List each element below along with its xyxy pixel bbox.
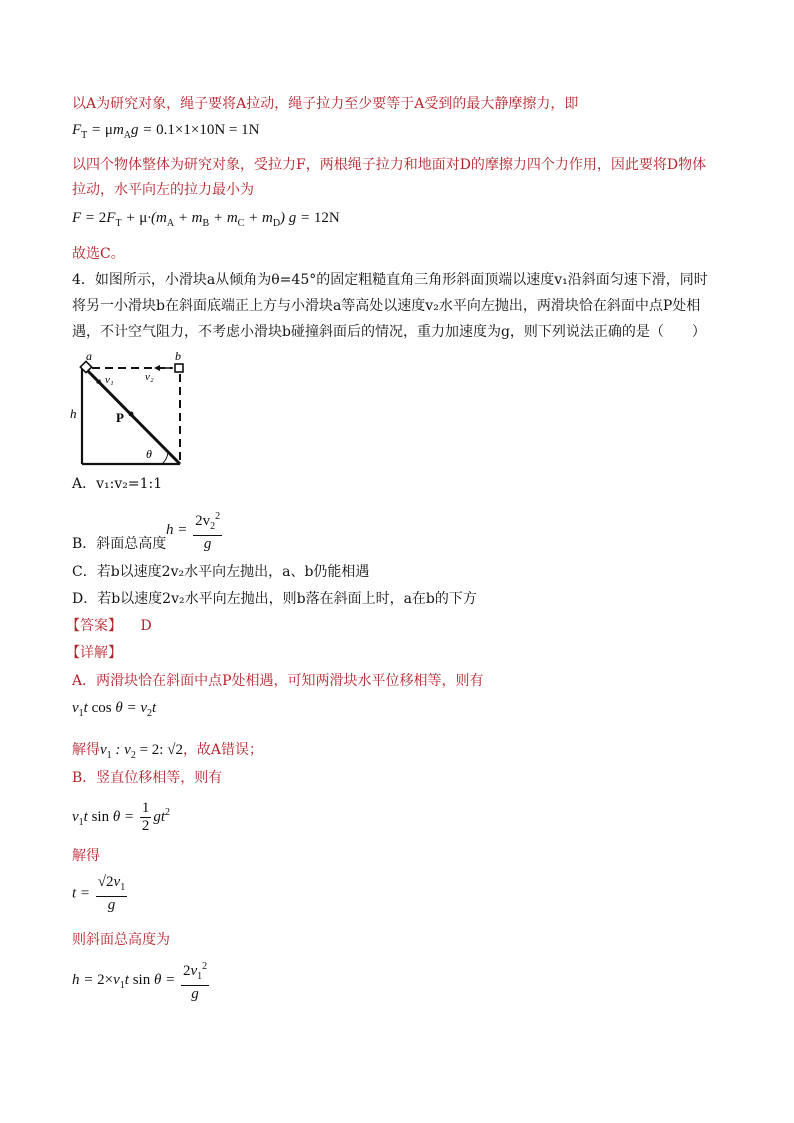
formula-total-force: $F = 2F_T + \mu\cdot(m_A + m_B + m_C + m_D) g = 12N$	[72, 210, 340, 229]
label-v1: v₁	[105, 374, 114, 386]
label-a: a	[86, 350, 92, 363]
label-b: b	[175, 350, 181, 363]
incline-figure	[62, 350, 202, 468]
label-p: P	[116, 410, 124, 425]
formula-time: t = $\frac{√2v_1}{g}$	[72, 874, 126, 913]
question-4-line-2: 将另一小滑块b在斜面底端正上方与小滑块a等高处以速度v₂水平向左抛出，两滑块恰在斜面中点P处相	[72, 298, 701, 314]
answer-label: 【答案】	[66, 618, 122, 634]
v2-arrow-head	[154, 365, 160, 371]
text-line-choose-c: 故选C。	[72, 246, 125, 262]
question-4-line-3: 遇，不计空气阻力，不考虑小滑块b碰撞斜面后的情况，重力加速度为g，则下列说法正确的是（ ）	[72, 324, 706, 340]
solve-line-1	[72, 740, 263, 766]
formula-horizontal: $v_1t$ $\cos \theta = v_2t$	[72, 700, 157, 719]
option-c: C．若b以速度2v₂水平向左抛出，a、b仍能相遇	[72, 564, 370, 580]
label-h: h	[70, 406, 77, 421]
solve-1-suffix: ，故A错误；	[182, 742, 264, 758]
theta-arc	[162, 452, 168, 464]
question-4-line-1: 4．如图所示，小滑块a从倾角为θ=45°的固定粗糙直角三角形斜面顶端以速度v₁沿斜面匀速下滑，同时	[72, 272, 708, 288]
text-line-whole-system: 以四个物体整体为研究对象，受拉力F，两根绳子拉力和地面对D的摩擦力四个力作用，因此要将D物体	[72, 157, 707, 173]
solve-1-prefix: 解得	[72, 742, 100, 758]
answer-line	[66, 616, 152, 636]
option-b-formula: h = $\frac{2v_2^2}{g}$	[166, 508, 224, 553]
text-line-study-a: 以A为研究对象，绳子要将A拉动，绳子拉力至少要等于A受到的最大静摩擦力，即	[72, 96, 579, 112]
option-a: A．v₁:v₂=1:1	[72, 476, 163, 492]
option-b: B．斜面总高度	[72, 536, 167, 552]
detail-a-text: A．两滑块恰在斜面中点P处相遇，可知两滑块水平位移相等，则有	[72, 673, 484, 689]
formula-height: $h = 2\times v_1t$ sin θ = $\frac{2v_1^2}{g}$	[72, 958, 211, 1003]
point-p-dot	[129, 412, 134, 417]
label-v2: v₂	[145, 371, 154, 383]
formula-vertical: $v_1t$ sin θ = $\frac{1}{2}$ $gt^2$	[72, 800, 171, 834]
height-text: 则斜面总高度为	[72, 932, 170, 948]
formula-tension: $F_T = \mu m_Ag = 0.1\times 1\times 10N = 1N$	[72, 122, 260, 141]
ratio-formula: $v_1$ : $v_2 = 2$: √2	[100, 742, 183, 761]
option-d: D．若b以速度2v₂水平向左抛出，则b落在斜面上时，a在b的下方	[72, 591, 477, 607]
detail-label: 【详解】	[66, 645, 122, 661]
answer-value: D	[140, 618, 152, 634]
solve-line-2: 解得	[72, 848, 100, 864]
block-b	[175, 364, 183, 372]
label-theta: θ	[146, 447, 152, 461]
text-line-min-force: 拉动，水平向左的拉力最小为	[72, 182, 254, 198]
detail-b-text: B．竖直位移相等，则有	[72, 770, 223, 786]
